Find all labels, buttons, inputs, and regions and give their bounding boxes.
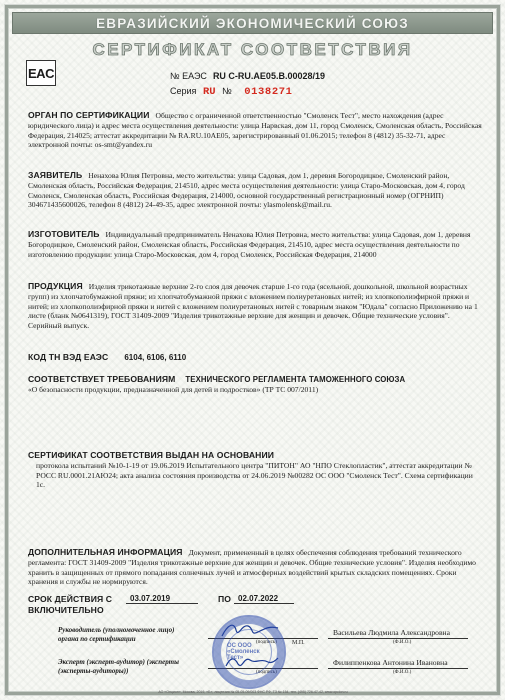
- code-section: [28, 352, 483, 363]
- serial-number: 0138271: [244, 86, 293, 98]
- extra-info-heading: ДОПОЛНИТЕЛЬНАЯ ИНФОРМАЦИЯ: [28, 547, 183, 557]
- serial-no-sign: №: [222, 86, 232, 96]
- union-banner: [12, 12, 493, 34]
- union-banner-text: ЕВРАЗИЙСКИЙ ЭКОНОМИЧЕСКИЙ СОЮЗ: [96, 15, 409, 31]
- page-border: [5, 5, 500, 695]
- head-signature-label: Руководитель (уполномоченное лицо) органа по сертификации: [58, 626, 175, 643]
- organ-heading: ОРГАН ПО СЕРТИФИКАЦИИ: [28, 110, 150, 120]
- validity-to-date: 02.07.2022: [238, 594, 279, 603]
- validity-to-underline: [234, 603, 294, 604]
- head-fio-caption: (Ф.И.О.): [393, 640, 412, 645]
- stamp-text: ОС ООО «Смоленск Тест»: [227, 643, 260, 661]
- code-value: 6104, 6106, 6110: [124, 353, 187, 362]
- product-heading: ПРОДУКЦИЯ: [28, 281, 83, 291]
- expert-name: Филиппенкова Антонина Ивановна: [333, 658, 448, 667]
- organ-section: [28, 110, 483, 150]
- head-name-line: [328, 638, 468, 639]
- expert-name-line: [328, 668, 468, 669]
- head-name: Васильева Людмила Александровна: [333, 628, 450, 637]
- validity-inclusive-label: ВКЛЮЧИТЕЛЬНО: [28, 605, 104, 615]
- product-text: Изделия трикотажные верхние 2-го слоя для девочек старше 1-го года (ясельной, дошкольной, школьной возрастных групп) из хлопчатобумажной пряжи; из хлопчатобумажной пряжи с вложением полиуретановых нитей; из хлопкополиэфирной пряжи и нитей; из хлопкополиэфирной пряжи и нитей с вложением полиуретановых нитей с товарным знаком "Юдала" согласно Приложению на 1 листе (бланк №0641319), ГОСТ 31409-2009 "Изделия трикотажные верхние для женщин и девочек. Общие технические условия". Серийный выпуск.: [28, 282, 478, 331]
- eac-logo-icon: [26, 60, 56, 86]
- validity-from-label: СРОК ДЕЙСТВИЯ С: [28, 594, 113, 604]
- organ-text: Общество с ограниченной ответственностью "Смоленск Тест", место нахождения (адрес юридического лица) и адрес места осуществления деятельности: улица Нарвская, дом 11, город Смоленск, Смоленская область, Российская Федерация, 214025; аттестат аккредитации № RA.RU.10АЕ05, зарегистрированный 01.06.2015; телефон 8 (4812) 35-32-71, адрес электронной почты: os-smt@yandex.ru: [28, 111, 482, 150]
- certification-body-stamp: [212, 615, 286, 689]
- registration-label: № ЕАЭС: [170, 71, 207, 81]
- expert-signature-label: Эксперт (эксперт-аудитор) (эксперты (эксперты-аудиторы)): [58, 658, 179, 675]
- validity-from-underline: [126, 603, 198, 604]
- extra-info-section: [28, 547, 483, 587]
- validity-to-label: ПО: [218, 594, 232, 604]
- eac-logo-text: EAC: [28, 65, 54, 81]
- manufacturer-section: [28, 229, 483, 259]
- registration-number-line: [170, 71, 325, 81]
- applicant-heading: ЗАЯВИТЕЛЬ: [28, 170, 83, 180]
- requirements-heading: СООТВЕТСТВУЕТ ТРЕБОВАНИЯМ: [28, 374, 176, 384]
- serial-label: Серия: [170, 86, 197, 96]
- applicant-text: Ненахова Юлия Петровна, место жительства: улица Садовая, дом 1, деревня Богородицкое, Смоленский район, Смоленская область, Российская Федерация, 214510, адрес места осуществления деятельности: улица Старо-Московская, дом 4, город Смоленск, Смоленская область, Российская Федерация, 214000, основной государственный регистрационный номер (ОГРНИП) 304671435600026, телефон 8 (4812) 24-49-35, адрес электронной почты: ylasmolensk@mail.ru.: [28, 171, 465, 210]
- manufacturer-heading: ИЗГОТОВИТЕЛЬ: [28, 229, 100, 239]
- stamp-inner-ring: [226, 629, 272, 675]
- basis-text: протокола испытаний №10-1-19 от 19.06.2019 Испытательного центра "ПИТОН" АО "НПО Стеклопластик", аттестат аккредитации № РОСС RU.0001.21АЮ24; акта анализа состояния производства от 24.06.2019 №00282 ОС ООО "Смоленск Тест". Схема сертификации 1с.: [36, 461, 473, 490]
- certificate-title: СЕРТИФИКАТ СООТВЕТСТВИЯ: [92, 40, 413, 59]
- basis-heading: СЕРТИФИКАТ СООТВЕТСТВИЯ ВЫДАН НА ОСНОВАНИИ: [28, 450, 275, 460]
- print-footer: АО «Опцион», Москва, 2019, «Б», лицензия № 05-05-09/003 ФНС РФ, ТЗ № 154, тел. (495) 726-47-42, www.opcion.ru: [158, 690, 348, 694]
- serial-series: RU: [202, 86, 216, 98]
- expert-signature-caption: (подпись): [256, 670, 277, 675]
- validity-from-date: 03.07.2019: [130, 594, 171, 603]
- serial-line: [170, 86, 293, 98]
- expert-fio-caption: (Ф.И.О.): [393, 670, 412, 675]
- seal-place-label: М.П.: [292, 640, 305, 646]
- product-section: [28, 281, 483, 331]
- requirements-text: «О безопасности продукции, предназначенной для детей и подростков» (ТР ТС 007/2011): [28, 385, 319, 394]
- requirements-regulation-title: ТЕХНИЧЕСКОГО РЕГЛАМЕНТА ТАМОЖЕННОГО СОЮЗА: [185, 375, 406, 384]
- validity-row: [28, 594, 483, 614]
- extra-info-text: Документ, примененный в целях обеспечения соблюдения требований технического регламента: ГОСТ 31409-2009 "Изделия трикотажные верхние для женщин и девочек. Общие технические условия". Изделия необходимо хранить в защищенных от прямого попадания солнечных лучей и атмосферных воздействий крытых складских помещениях. Сроки хранения и службы не нормируются.: [28, 548, 476, 587]
- code-heading: КОД ТН ВЭД ЕАЭС: [28, 352, 109, 362]
- applicant-section: [28, 170, 483, 210]
- manufacturer-text: Индивидуальный предприниматель Ненахова Юлия Петровна, место жительства: улица Садовая, дом 1, деревня Богородицкое, Смоленский район, Смоленская область, Российская Федерация, 214510, адрес места осуществления деятельности по изготовлению продукции: улица Старо-Московская, дом 4, город Смоленск, Российская Федерация, 214000: [28, 230, 471, 259]
- registration-number: RU C-RU.АЕ05.В.00028/19: [212, 71, 325, 81]
- head-signature-caption: (подпись): [256, 640, 277, 645]
- requirements-section: [28, 374, 483, 395]
- basis-section: [28, 450, 483, 490]
